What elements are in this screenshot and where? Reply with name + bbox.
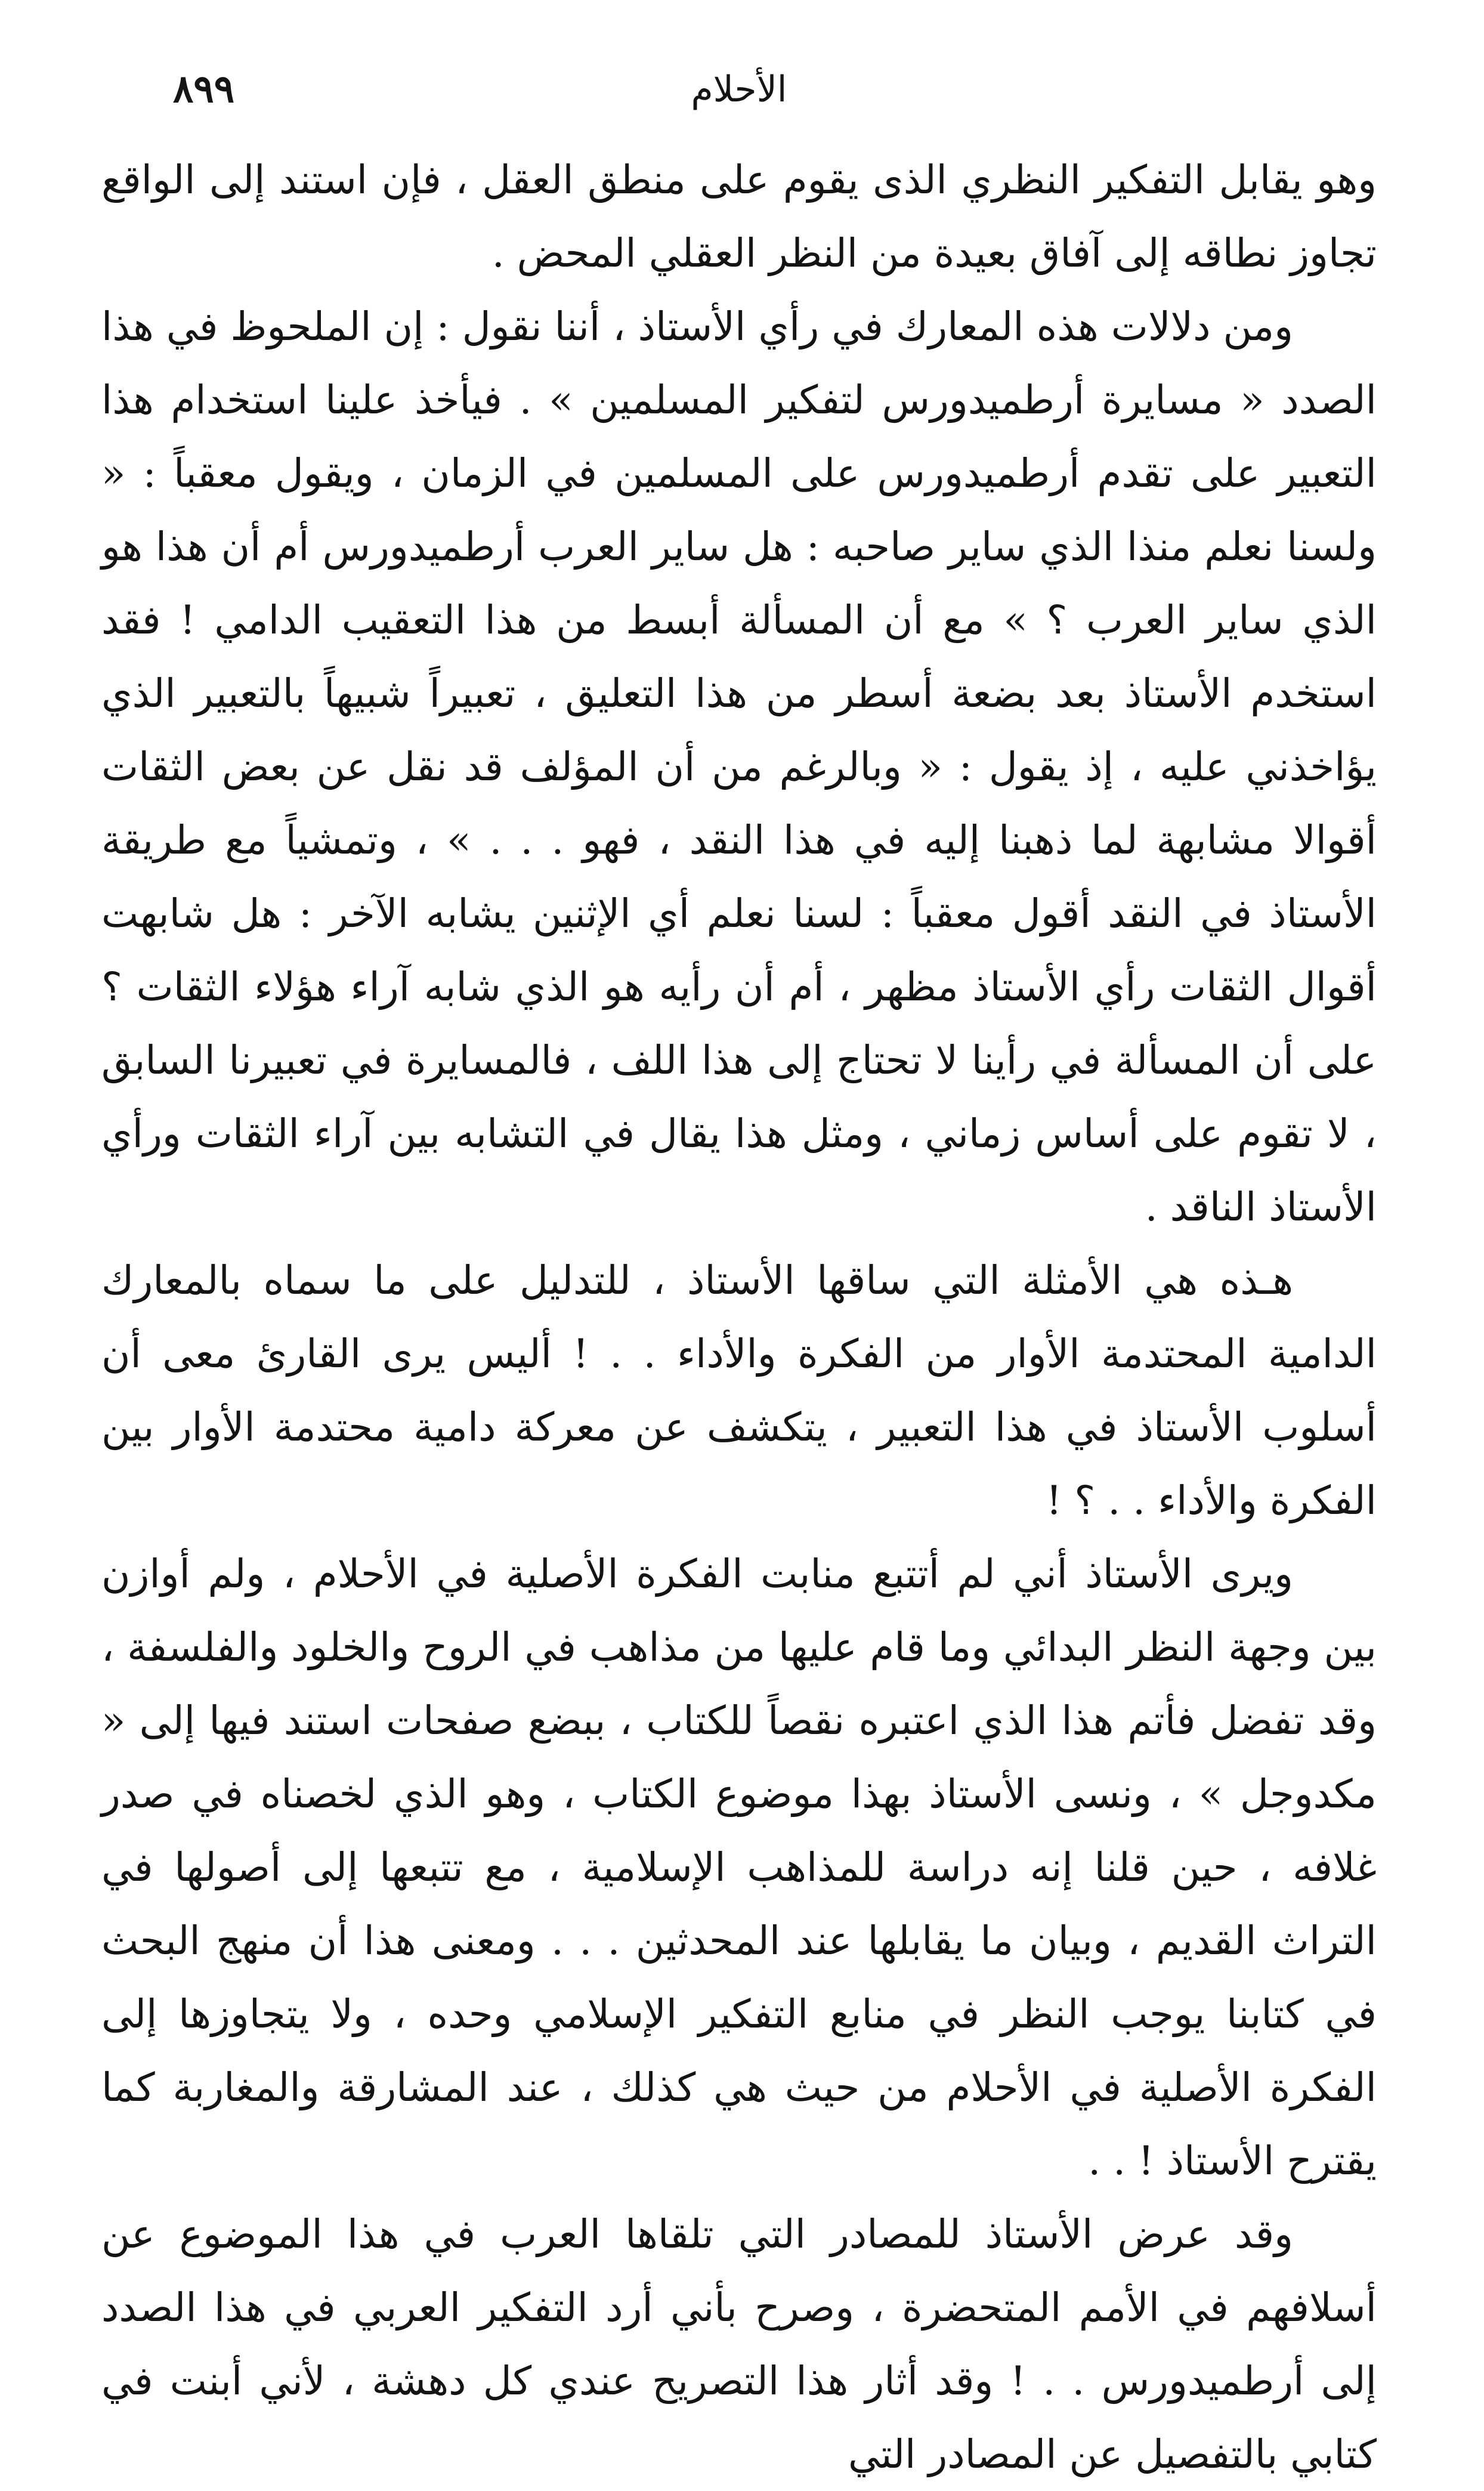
body-text xyxy=(101,143,1377,2491)
paragraph: هـذه هي الأمثلة التي ساقها الأستاذ ، للتدليل على ما سماه بالمعارك الدامية المحتدمة الأوار من الفكرة والأداء . . ! أليس يرى القارئ معى أن أسلوب الأستاذ في هذا التعبير ، يتكشف عن معركة دامية محتدمة الأوار بين الفكرة والأداء . . ؟ ! xyxy=(101,1257,1377,1523)
running-head: الأحلام xyxy=(691,69,787,110)
page-number: ٨٩٩ xyxy=(173,67,235,112)
page-header xyxy=(101,67,1377,143)
paragraph: وقد عرض الأستاذ للمصادر التي تلقاها العرب في هذا الموضوع عن أسلافهم في الأمم المتحضرة ، وصرح بأني أرد التفكير العربي في هذا الصدد إلى أرطميدورس . . ! وقد أثار هذا التصريح عندي كل دهشة ، لأني أبنت في كتابي بالتفصيل عن المصادر التي xyxy=(101,2211,1377,2477)
paragraph: وهو يقابل التفكير النظري الذى يقوم على منطق العقل ، فإن استند إلى الواقع تجاوز نطاقه إلى آفاق بعيدة من النظر العقلي المحض . xyxy=(101,157,1377,276)
paragraph: ومن دلالات هذه المعارك في رأي الأستاذ ، أننا نقول : إن الملحوظ في هذا الصدد « مسايرة أرطميدورس لتفكير المسلمين » . فيأخذ علينا استخدام هذا التعبير على تقدم أرطميدورس على المسلمين في الزمان ، ويقول معقباً : « ولسنا نعلم منذا الذي ساير صاحبه : هل ساير العرب أرطميدورس أم أن هذا هو الذي ساير العرب ؟ » مع أن المسألة أبسط من هذا التعقيب الدامي ! فقد استخدم الأستاذ بعد بضعة أسطر من هذا التعليق ، تعبيراً شبيهاً بالتعبير الذي يؤاخذني عليه ، إذ يقول : « وبالرغم من أن المؤلف قد نقل عن بعض الثقات أقوالا مشابهة لما ذهبنا إليه في هذا النقد ، فهو . . . » ، وتمشياً مع طريقة الأستاذ في النقد أقول معقباً : لسنا نعلم أي الإثنين يشابه الآخر : هل شابهت أقوال الثقات رأي الأستاذ مظهر ، أم أن رأيه هو الذي شابه آراء هؤلاء الثقات ؟ على أن المسألة في رأينا لا تحتاج إلى هذا اللف ، فالمسايرة في تعبيرنا السابق ، لا تقوم على أساس زماني ، ومثل هذا يقال في التشابه بين آراء الثقات ورأي الأستاذ الناقد . xyxy=(101,304,1377,1230)
paragraph: ويرى الأستاذ أني لم أتتبع منابت الفكرة الأصلية في الأحلام ، ولم أوازن بين وجهة النظر البدائي وما قام عليها من مذاهب في الروح والخلود والفلسفة ، وقد تفضل فأتم هذا الذي اعتبره نقصاً للكتاب ، ببضع صفحات استند فيها إلى « مكدوجل » ، ونسى الأستاذ بهذا موضوع الكتاب ، وهو الذي لخصناه في صدر غلافه ، حين قلنا إنه دراسة للمذاهب الإسلامية ، مع تتبعها إلى أصولها في التراث القديم ، وبيان ما يقابلها عند المحدثين . . . ومعنى هذا أن منهج البحث في كتابنا يوجب النظر في منابع التفكير الإسلامي وحده ، ولا يتجاوزها إلى الفكرة الأصلية في الأحلام من حيث هي كذلك ، عند المشارقة والمغاربة كما يقترح الأستاذ ! . . xyxy=(101,1551,1377,2184)
